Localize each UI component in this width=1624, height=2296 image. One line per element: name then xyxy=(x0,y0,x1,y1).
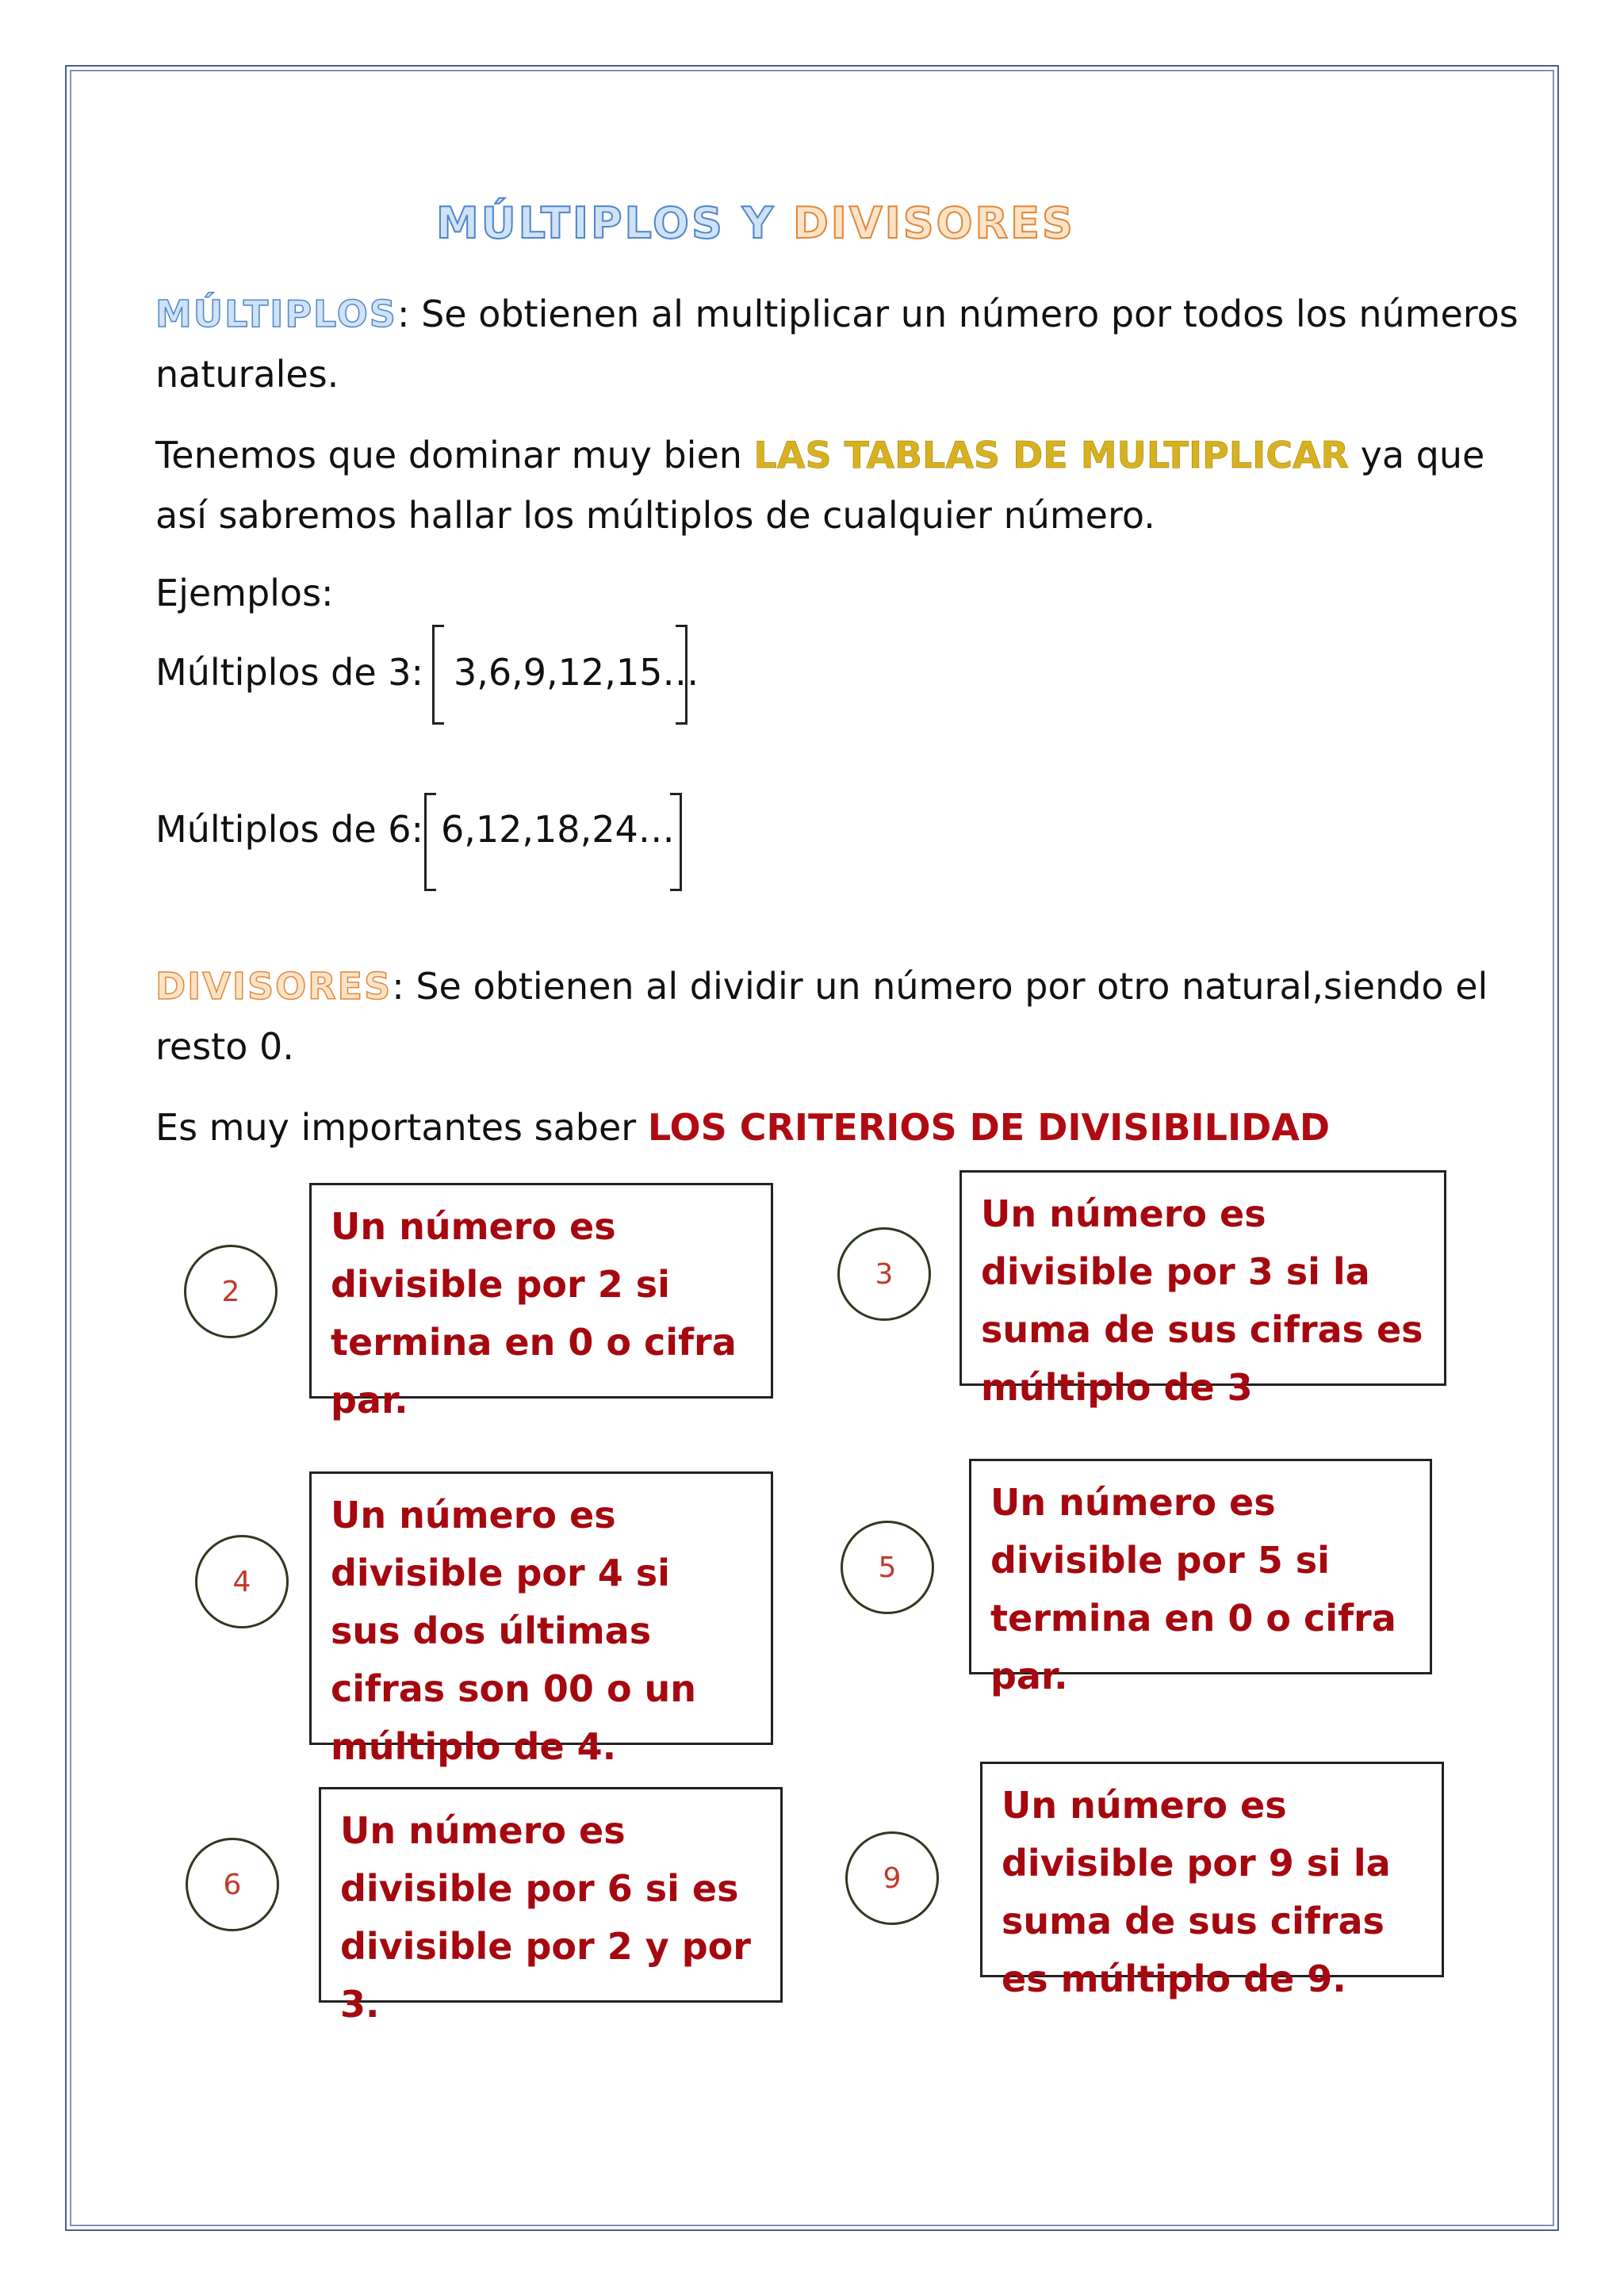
divisores-keyword: DIVISORES xyxy=(155,965,393,1008)
criteria-paragraph xyxy=(155,1097,1519,1158)
rule-box-4 xyxy=(309,1471,773,1768)
examples-label: Ejemplos: xyxy=(155,572,334,614)
rule-number: 4 xyxy=(232,1565,251,1598)
multiplos-definition-text: : Se obtienen al multiplicar un número por todos los números naturales. xyxy=(155,293,1519,396)
example1-right-bracket xyxy=(676,625,688,725)
title-part-multiplos: MÚLTIPLOS xyxy=(436,198,725,248)
title-connector: Y xyxy=(741,198,776,248)
rule-number-4-circle xyxy=(195,1535,289,1628)
rule-number-9-circle xyxy=(845,1831,939,1925)
example2-label: Múltiplos de 6: xyxy=(155,808,424,851)
rule-number: 2 xyxy=(221,1275,240,1308)
example-multiples-6 xyxy=(155,806,423,853)
rule-text: Un número es divisible por 2 si termina en 0 o cifra par. xyxy=(331,1205,737,1422)
rule-number-6-circle xyxy=(186,1838,279,1931)
divisores-definition xyxy=(155,956,1519,1077)
rule-number-5-circle xyxy=(841,1521,934,1614)
rule-box-6 xyxy=(319,1787,783,2026)
tables-keyword: LAS TABLAS DE MULTIPLICAR xyxy=(753,434,1349,476)
multiplos-definition xyxy=(155,284,1519,404)
rule-number-2-circle xyxy=(184,1245,278,1338)
example-multiples-3 xyxy=(155,649,423,696)
tables-paragraph xyxy=(155,425,1519,545)
example2-left-bracket xyxy=(424,793,436,891)
rule-text: Un número es divisible por 9 si la suma de sus cifras es múltiplo de 9. xyxy=(1002,1784,1391,2000)
rule-box-9 xyxy=(980,1762,1444,2000)
criteria-keyword: LOS CRITERIOS DE DIVISIBILIDAD xyxy=(647,1106,1331,1149)
rule-box-5 xyxy=(969,1459,1432,1697)
rule-box-2 xyxy=(309,1183,773,1422)
example1-left-bracket xyxy=(432,625,444,725)
rule-number: 3 xyxy=(875,1257,894,1291)
example1-values: 3,6,9,12,15… xyxy=(454,651,699,694)
example2-right-bracket xyxy=(670,793,682,891)
rule-number: 6 xyxy=(223,1868,242,1901)
example2-values: 6,12,18,24… xyxy=(441,808,675,851)
page-title xyxy=(436,198,1075,248)
tables-post-text: ya que así sabremos hallar los múltiplos de cualquier número. xyxy=(155,434,1485,537)
tables-pre-text: Tenemos que dominar muy bien xyxy=(155,434,754,476)
rule-text: Un número es divisible por 5 si termina en 0 o cifra par. xyxy=(990,1481,1396,1697)
rule-text: Un número es divisible por 6 si es divisible por 2 y por 3. xyxy=(340,1809,751,2026)
criteria-pre-text: Es muy importantes saber xyxy=(155,1106,648,1149)
rule-number: 9 xyxy=(883,1862,902,1895)
rule-text: Un número es divisible por 3 si la suma de sus cifras es múltiplo de 3 xyxy=(981,1192,1423,1409)
rule-text: Un número es divisible por 4 si sus dos últimas cifras son 00 o un múltiplo de 4. xyxy=(331,1494,697,1768)
rule-number-3-circle xyxy=(837,1227,931,1321)
divisores-definition-text: : Se obtienen al dividir un número por otro natural,siendo el resto 0. xyxy=(155,965,1488,1068)
rule-box-3 xyxy=(959,1170,1446,1409)
example1-label: Múltiplos de 3: xyxy=(155,651,424,694)
multiplos-keyword: MÚLTIPLOS xyxy=(155,293,397,335)
rule-number: 5 xyxy=(878,1551,897,1584)
title-part-divisores: DIVISORES xyxy=(792,198,1075,248)
